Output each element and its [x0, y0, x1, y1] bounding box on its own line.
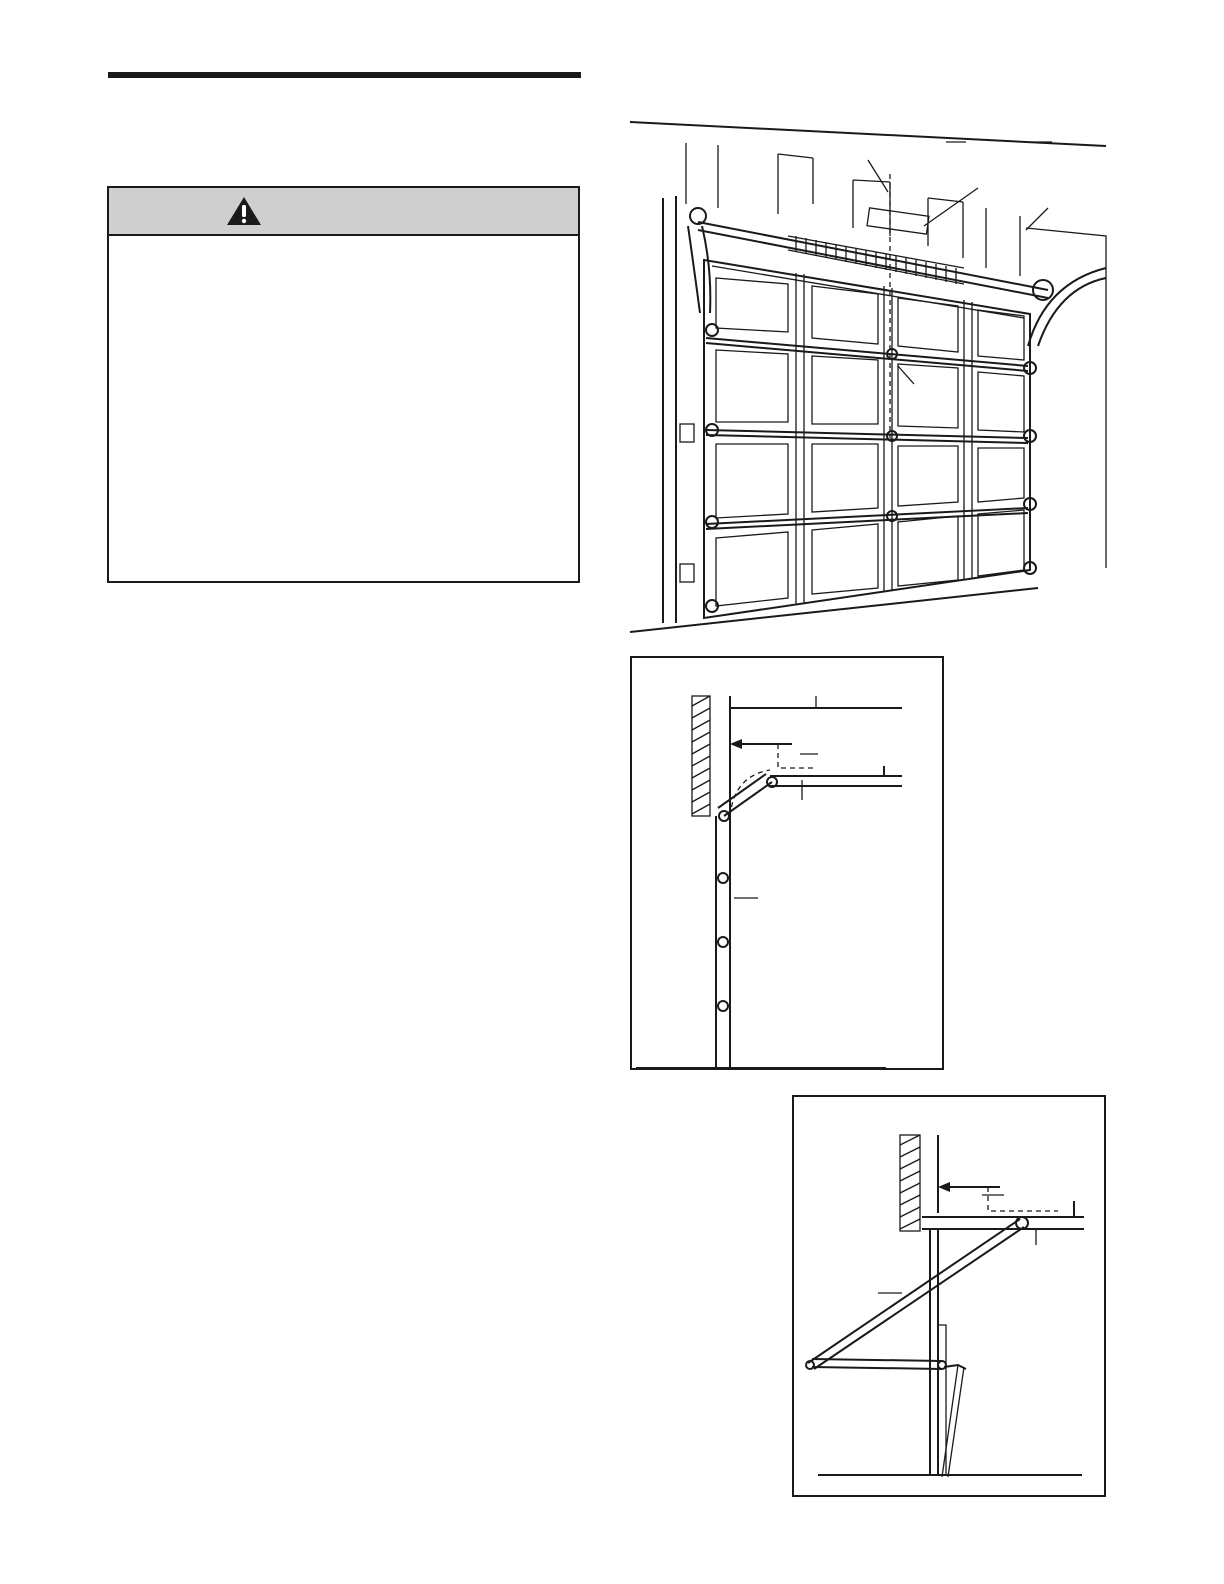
garage-door-illustration: [628, 118, 1108, 634]
side-view-detail-1: [630, 656, 944, 1070]
warning-body: [109, 236, 578, 272]
warning-box: [107, 186, 580, 583]
header-rule: [108, 72, 581, 78]
warning-triangle-icon: [226, 196, 262, 226]
warning-header: [109, 188, 578, 236]
side-view-detail-2: [792, 1095, 1106, 1497]
